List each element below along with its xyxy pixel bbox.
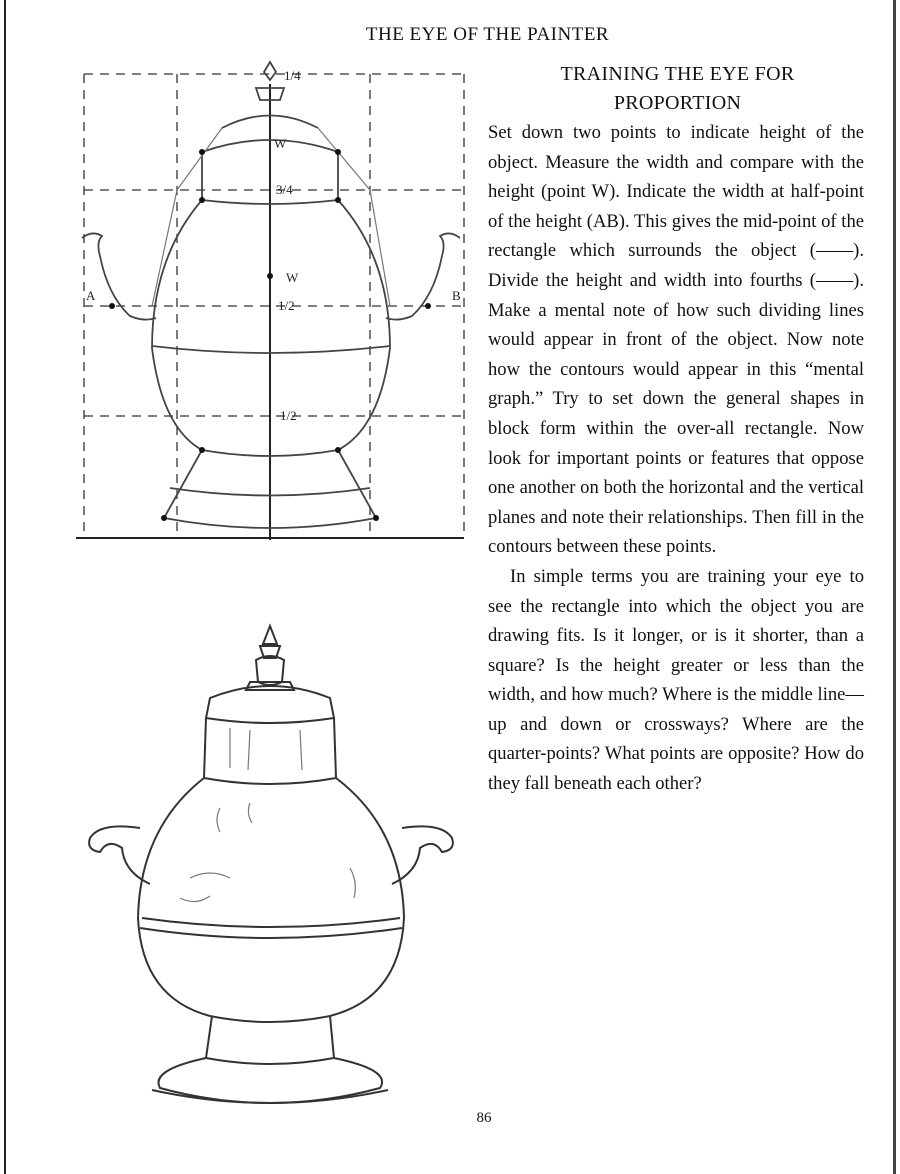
label-a: A bbox=[86, 288, 96, 303]
paragraph-2: In simple terms you are training your eye to see the rectangle into which the object you are drawing fits. Is it longer, or is it shorter, than a square? Is the height greater or less than the width, and how much? Where is the middle line—up and down or crossways? Where are the quarter-points? What points are opposite? How do they fall beneath each other? bbox=[488, 565, 864, 795]
paragraph-1: Set down two points to indicate height of the object. Measure the width and compare with the height (point W). Indicate the width at half-point of the height (AB). This gives the mid-point of the rectangle which surrounds the object (——). Divide the height and width into fourths (——). Make a mental note of how such dividing lines would appear in front of the object. Now note how the contours would appear in this “mental graph.” Try to set down the general shapes in block form within the over-all rectangle. Now look for important points or features that oppose one another on both the horizontal and the vertical planes and note their relationships. Then fill in the contours between these points. bbox=[488, 122, 864, 558]
section-heading-line-1: TRAINING THE EYE FOR bbox=[560, 63, 795, 85]
proportion-diagram bbox=[72, 48, 472, 548]
label-w-upper: W bbox=[274, 136, 287, 151]
section-heading bbox=[490, 60, 865, 118]
body-text bbox=[488, 118, 864, 799]
label-w-mid: W bbox=[286, 270, 299, 285]
running-head: THE EYE OF THE PAINTER bbox=[365, 24, 610, 45]
label-three-quarter: 3/4 bbox=[276, 182, 293, 197]
page-edge-right bbox=[893, 0, 896, 1174]
page-edge-left bbox=[4, 0, 6, 1174]
page-number: 86 bbox=[476, 1110, 492, 1126]
label-half-mid: 1/2 bbox=[278, 298, 295, 313]
label-quarter-top: 1/4 bbox=[284, 68, 301, 83]
label-half-low: 1/2 bbox=[280, 408, 297, 423]
section-heading-line-2: PROPORTION bbox=[613, 92, 742, 114]
urn-drawing bbox=[80, 618, 460, 1118]
label-b: B bbox=[452, 288, 461, 303]
